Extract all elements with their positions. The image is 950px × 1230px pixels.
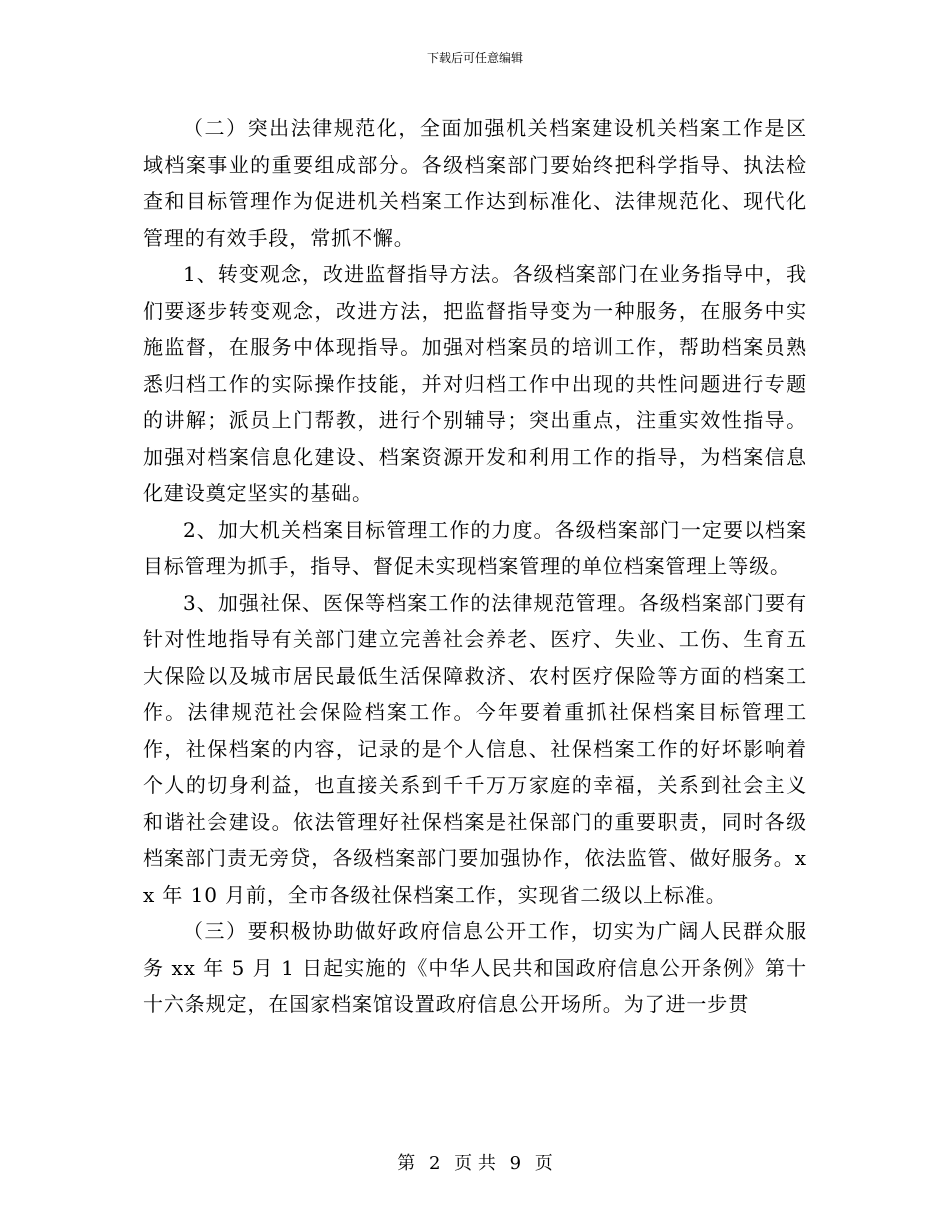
paragraph: 3、加强社保、医保等档案工作的法律规范管理。各级档案部门要有针对性地指导有关部门建立完善社会养老、医疗、失业、工伤、生育五大保险以及城市居民最低生活保障救济、农村医疗保险等方面的档案工作。法律规范社会保险档案工作。今年要着重抓社保档案目标管理工作，社保档案的内容，记录的是个人信息、社保档案工作的好坏影响着个人的切身利益，也直接关系到千千万万家庭的幸福，关系到社会主义和谐社会建设。依法管理好社保档案是社保部门的重要职责，同时各级档案部门责无旁贷，各级档案部门要加强协作，依法监管、做好服务。xx 年 10 月前，全市各级社保档案工作，实现省二级以上标准。	[143, 590, 807, 907]
page-footer	[0, 1152, 950, 1176]
footer-prefix: 第	[397, 1153, 416, 1174]
total-page-count: 9	[509, 1153, 522, 1174]
footer-middle: 页 共	[454, 1153, 496, 1174]
document-body	[143, 110, 807, 1023]
page-header	[0, 50, 950, 66]
footer-suffix: 页	[534, 1153, 553, 1174]
paragraph: （三）要积极协助做好政府信息公开工作，切实为广阔人民群众服务 xx 年 5 月 1 日起实施的《中华人民共和国政府信息公开条例》第十十六条规定，在国家档案馆设置政府信息公开场所。为了进一步贯	[143, 919, 807, 1016]
paragraph: 2、加大机关档案目标管理工作的力度。各级档案部门一定要以档案目标管理为抓手，指导、督促未实现档案管理的单位档案管理上等级。	[143, 517, 807, 578]
current-page-number: 2	[428, 1153, 441, 1174]
header-text: 下载后可任意编辑	[426, 51, 523, 65]
paragraph: （二）突出法律规范化，全面加强机关档案建设机关档案工作是区域档案事业的重要组成部分。各级档案部门要始终把科学指导、执法检查和目标管理作为促进机关档案工作达到标准化、法律规范化、现代化管理的有效手段，常抓不懈。	[143, 116, 807, 250]
paragraph: 1、转变观念，改进监督指导方法。各级档案部门在业务指导中，我们要逐步转变观念，改进方法，把监督指导变为一种服务，在服务中实施监督，在服务中体现指导。加强对档案员的培训工作，帮助档案员熟悉归档工作的实际操作技能，并对归档工作中出现的共性问题进行专题的讲解；派员上门帮教，进行个别辅导；突出重点，注重实效性指导。加强对档案信息化建设、档案资源开发和利用工作的指导，为档案信息化建设奠定坚实的基础。	[143, 262, 807, 505]
